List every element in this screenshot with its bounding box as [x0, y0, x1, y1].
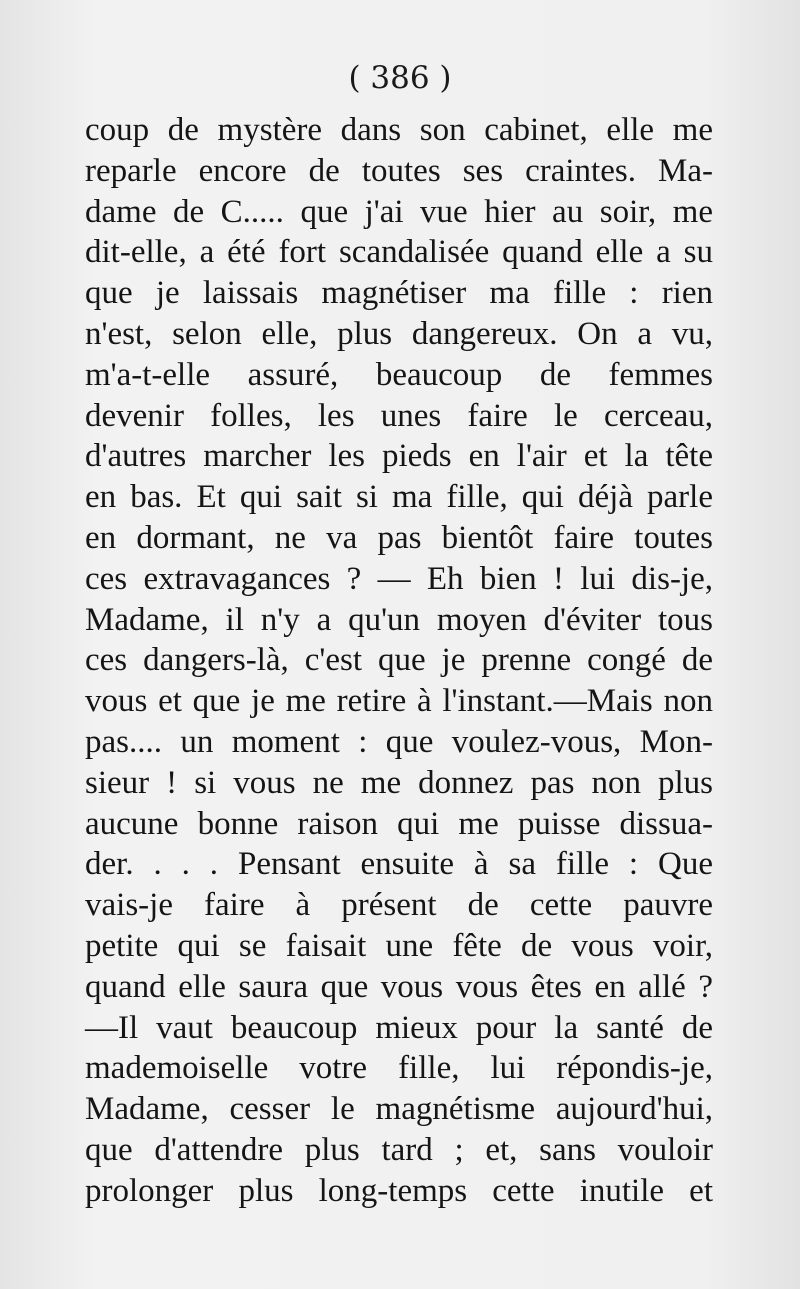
text-line: d'autres marcher les pieds en l'air et la tête — [85, 438, 713, 475]
text-line: devenir folles, les unes faire le cerceau, — [85, 397, 713, 434]
text-line: pas.... un moment : que voulez-vous, Mon- — [85, 723, 713, 760]
text-line: quand elle saura que vous vous êtes en allé ? — [85, 968, 713, 1005]
text-line: prolonger plus long-temps cette inutile et — [85, 1172, 713, 1209]
text-line: m'a-t-elle assuré, beaucoup de femmes — [85, 356, 713, 393]
text-line: aucune bonne raison qui me puisse dissua- — [85, 805, 713, 842]
text-line: mademoiselle votre fille, lui répondis-je, — [85, 1050, 713, 1087]
text-line: dame de C..... que j'ai vue hier au soir, me — [85, 193, 713, 230]
text-line: en bas. Et qui sait si ma fille, qui déjà parle — [85, 479, 713, 516]
text-line: dit-elle, a été fort scandalisée quand elle a su — [85, 234, 713, 271]
text-line: —Il vaut beaucoup mieux pour la santé de — [85, 1009, 713, 1046]
text-line: der. . . . Pensant ensuite à sa fille : Que — [85, 846, 713, 883]
text-line: Madame, cesser le magnétisme aujourd'hui, — [85, 1091, 713, 1128]
text-line: en dormant, ne va pas bientôt faire toutes — [85, 519, 713, 556]
text-line: ces extravagances ? — Eh bien ! lui dis-je, — [85, 560, 713, 597]
text-line: Madame, il n'y a qu'un moyen d'éviter tous — [85, 601, 713, 638]
text-line: que je laissais magnétiser ma fille : rien — [85, 275, 713, 312]
text-line: vous et que je me retire à l'instant.—Mais non — [85, 683, 713, 720]
text-line: ces dangers-là, c'est que je prenne congé de — [85, 642, 713, 679]
text-line: n'est, selon elle, plus dangereux. On a vu, — [85, 315, 713, 352]
page-number: ( 386 ) — [348, 60, 452, 96]
body-text — [85, 110, 713, 1212]
text-line: sieur ! si vous ne me donnez pas non plus — [85, 764, 713, 801]
text-line: coup de mystère dans son cabinet, elle me — [85, 112, 713, 148]
text-line: vais-je faire à présent de cette pauvre — [85, 887, 713, 924]
text-line: petite qui se faisait une fête de vous voir, — [85, 927, 713, 964]
text-line: reparle encore de toutes ses craintes. Ma- — [85, 152, 713, 189]
text-line: que d'attendre plus tard ; et, sans vouloir — [85, 1131, 713, 1168]
